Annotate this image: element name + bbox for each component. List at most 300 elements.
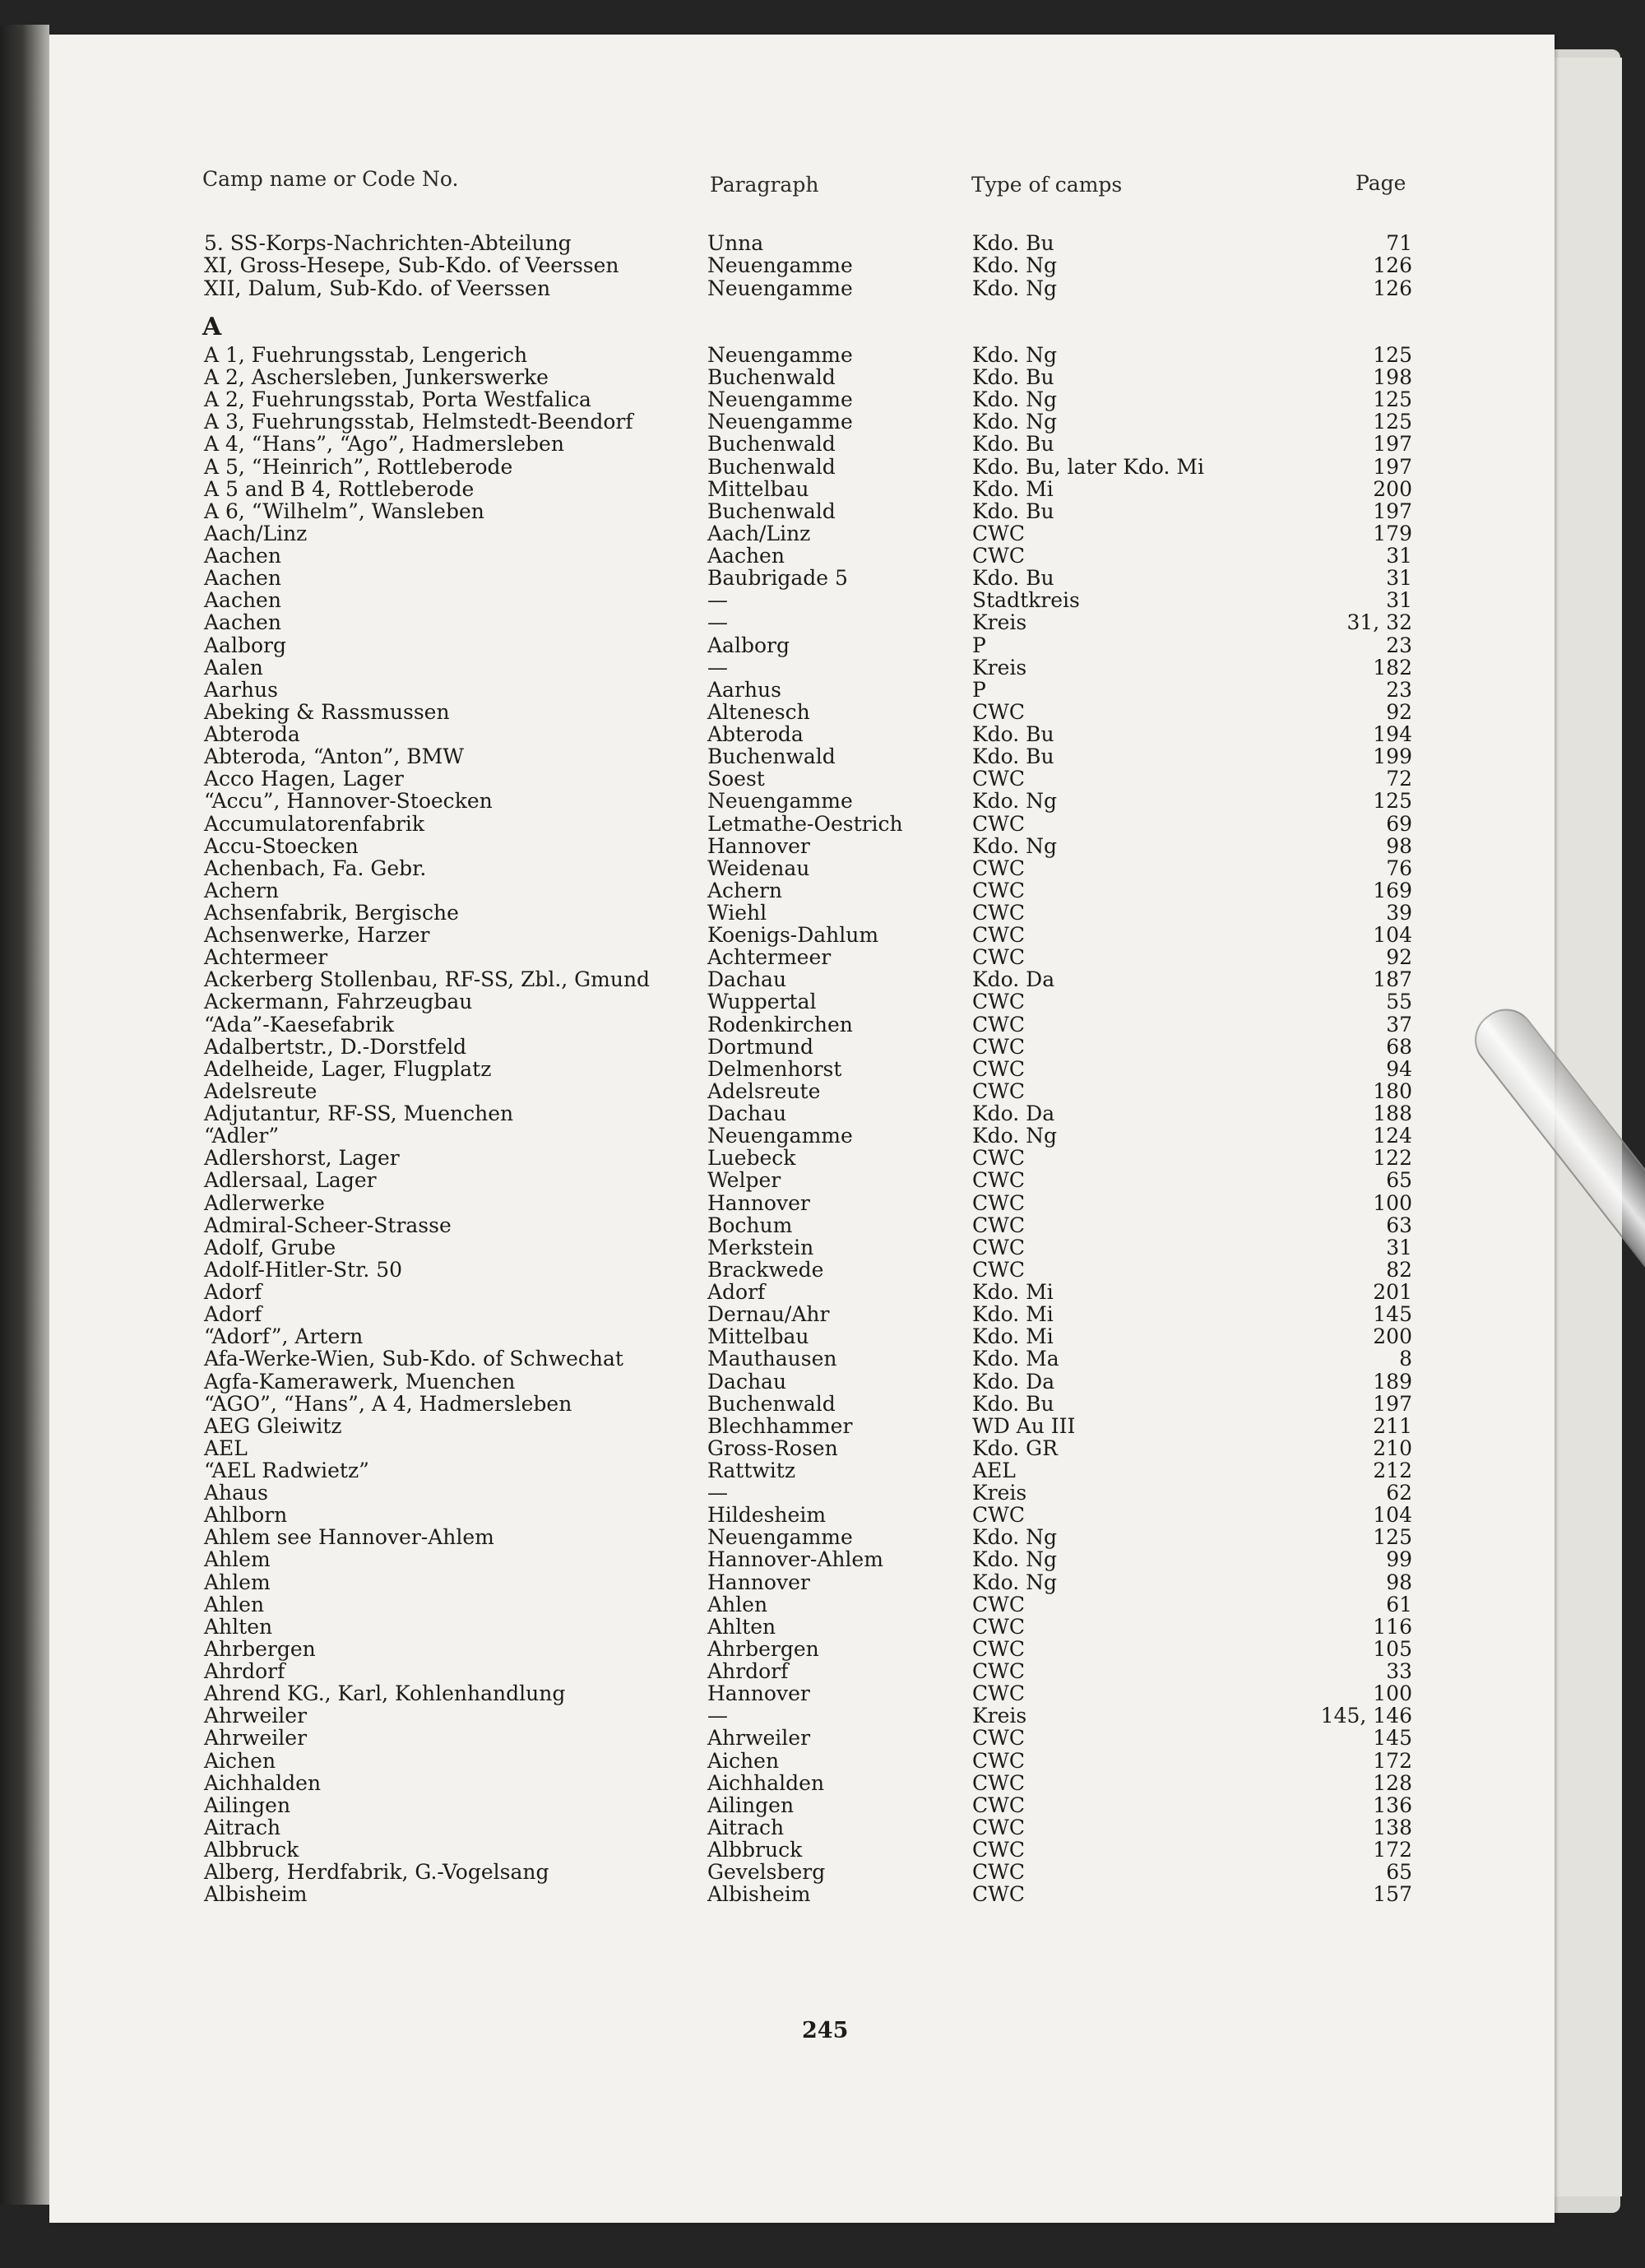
type-cell: CWC — [972, 1636, 1025, 1661]
camp-name-cell: “AEL Radwietz” — [204, 1459, 369, 1482]
type-cell: Kdo. Ng — [972, 276, 1058, 300]
page-cell: 72 — [1386, 767, 1412, 791]
type-cell: Kdo. Ng — [972, 253, 1058, 278]
paragraph-cell: Hildesheim — [707, 1503, 827, 1528]
page-cell: 200 — [1373, 1324, 1412, 1349]
camp-name-cell: A 5, “Heinrich”, Rottleberode — [204, 454, 513, 479]
camp-name-cell: Adolf, Grube — [204, 1235, 336, 1259]
paragraph-cell: Neuengamme — [707, 1124, 853, 1148]
page-cell: 211 — [1373, 1413, 1412, 1438]
camp-name-cell: Alberg, Herdfabrik, G.-Vogelsang — [204, 1860, 549, 1885]
page-cell: 189 — [1373, 1369, 1412, 1394]
paragraph-cell: Adorf — [707, 1280, 766, 1305]
paragraph-cell: Dernau/Ahr — [707, 1302, 830, 1327]
type-cell: CWC — [972, 1659, 1025, 1684]
type-cell: Kdo. Bu — [972, 499, 1054, 523]
paragraph-cell: Buchenwald — [707, 365, 836, 390]
paragraph-cell: Aarhus — [707, 677, 781, 702]
type-cell: Kdo. Ng — [972, 1525, 1058, 1550]
type-cell: Kreis — [972, 1704, 1027, 1728]
camp-name-cell: Adalbertstr., D.-Dorstfeld — [204, 1034, 467, 1059]
paragraph-cell: Rodenkirchen — [707, 1012, 853, 1037]
camp-name-cell: Abeking & Rassmussen — [204, 699, 450, 724]
type-cell: CWC — [972, 1235, 1025, 1259]
header-paragraph: Paragraph — [710, 173, 819, 197]
paragraph-cell: Buchenwald — [707, 454, 836, 479]
paragraph-cell: Hannover — [707, 833, 810, 858]
paragraph-cell: Adelsreute — [707, 1078, 821, 1103]
type-cell: Kdo. Ng — [972, 343, 1058, 367]
table-row — [0, 611, 1645, 636]
camp-name-cell: Achsenfabrik, Bergische — [204, 901, 459, 925]
type-cell: Kdo. Mi — [972, 1280, 1054, 1305]
type-cell: CWC — [972, 1190, 1025, 1215]
type-cell: CWC — [972, 521, 1025, 545]
paragraph-cell: — — [707, 1704, 728, 1728]
table-row — [0, 277, 1645, 302]
table-row — [0, 1548, 1645, 1573]
page-cell: 122 — [1373, 1146, 1412, 1171]
camp-name-cell: Ahaus — [204, 1481, 268, 1505]
camp-name-cell: “Ada”-Kaesefabrik — [204, 1012, 395, 1037]
type-cell: Kdo. Bu — [972, 744, 1054, 769]
type-cell: Stadtkreis — [972, 588, 1080, 613]
page-cell: 199 — [1373, 744, 1412, 769]
camp-name-cell: A 2, Aschersleben, Junkerswerke — [204, 365, 549, 390]
camp-name-cell: 5. SS-Korps-Nachrichten-Abteilung — [204, 231, 572, 255]
camp-name-cell: A 3, Fuehrungsstab, Helmstedt-Beendorf — [204, 410, 633, 434]
camp-name-cell: Adjutantur, RF-SS, Muenchen — [204, 1102, 514, 1126]
page-cell: 92 — [1386, 699, 1412, 724]
page-cell: 197 — [1373, 1391, 1412, 1416]
page-cell: 104 — [1373, 923, 1412, 948]
type-cell: CWC — [972, 1681, 1025, 1706]
paragraph-cell: Ahlten — [707, 1614, 776, 1639]
paragraph-cell: Ahrdorf — [707, 1659, 789, 1684]
camp-name-cell: Achtermeer — [204, 945, 328, 970]
paragraph-cell: Neuengamme — [707, 387, 853, 412]
paragraph-cell: Ailingen — [707, 1793, 795, 1817]
page-cell: 198 — [1373, 365, 1412, 390]
paragraph-cell: Dachau — [707, 1369, 787, 1394]
paragraph-cell: Unna — [707, 231, 764, 255]
page-cell: 105 — [1373, 1636, 1412, 1661]
type-cell: Kdo. Ng — [972, 789, 1058, 814]
paragraph-cell: — — [707, 1481, 728, 1505]
page-cell: 76 — [1386, 856, 1412, 880]
page-cell: 145 — [1373, 1302, 1412, 1327]
camp-name-cell: Aachen — [204, 566, 281, 591]
paragraph-cell: Dachau — [707, 967, 787, 992]
camp-name-cell: Ahrweiler — [204, 1726, 308, 1751]
type-cell: CWC — [972, 1882, 1025, 1907]
type-cell: Kdo. Da — [972, 1369, 1055, 1394]
camp-name-cell: Aitrach — [204, 1815, 281, 1839]
page-cell: 99 — [1386, 1547, 1412, 1572]
camp-name-cell: A 2, Fuehrungsstab, Porta Westfalica — [204, 387, 591, 412]
type-cell: Kdo. Ng — [972, 387, 1058, 412]
page-cell: 212 — [1373, 1459, 1412, 1482]
camp-name-cell: Adelheide, Lager, Flugplatz — [204, 1056, 492, 1081]
camp-name-cell: XI, Gross-Hesepe, Sub-Kdo. of Veerssen — [204, 253, 619, 278]
camp-name-cell: Accumulatorenfabrik — [204, 811, 425, 836]
page-cell: 55 — [1386, 990, 1412, 1014]
camp-name-cell: A 6, “Wilhelm”, Wansleben — [204, 499, 484, 523]
type-cell: Kdo. Mi — [972, 1302, 1054, 1327]
paragraph-cell: Mauthausen — [707, 1347, 837, 1371]
camp-name-cell: Aalborg — [204, 633, 286, 657]
page-cell: 98 — [1386, 833, 1412, 858]
paragraph-cell: Abteroda — [707, 722, 804, 747]
camp-name-cell: A 1, Fuehrungsstab, Lengerich — [204, 343, 528, 367]
paragraph-cell: Buchenwald — [707, 499, 836, 523]
camp-name-cell: Adolf-Hitler-Str. 50 — [204, 1257, 403, 1282]
type-cell: CWC — [972, 1146, 1025, 1171]
paragraph-cell: Aach/Linz — [707, 521, 811, 545]
type-cell: CWC — [972, 878, 1025, 902]
page-cell: 65 — [1386, 1860, 1412, 1885]
paragraph-cell: Aachen — [707, 544, 785, 568]
paragraph-cell: Welper — [707, 1168, 781, 1193]
page-cell: 188 — [1373, 1102, 1412, 1126]
page-cell: 172 — [1373, 1748, 1412, 1773]
type-cell: CWC — [972, 1168, 1025, 1193]
camp-name-cell: Aach/Linz — [204, 521, 308, 545]
page-cell: 126 — [1373, 253, 1412, 278]
camp-name-cell: Ahlem — [204, 1547, 271, 1572]
page-cell: 180 — [1373, 1078, 1412, 1103]
paragraph-cell: Gross-Rosen — [707, 1435, 838, 1460]
page-cell: 92 — [1386, 945, 1412, 970]
camp-name-cell: Albbruck — [204, 1838, 299, 1862]
type-cell: CWC — [972, 1056, 1025, 1081]
table-row — [0, 1883, 1645, 1908]
type-cell: CWC — [972, 1078, 1025, 1103]
camp-name-cell: “Accu”, Hannover-Stoecken — [204, 789, 493, 814]
camp-name-cell: Ahlborn — [204, 1503, 288, 1528]
camp-name-cell: Ahrend KG., Karl, Kohlenhandlung — [204, 1681, 566, 1706]
paragraph-cell: Aalborg — [707, 633, 790, 657]
paragraph-cell: Hannover — [707, 1570, 810, 1594]
camp-name-cell: AEG Gleiwitz — [204, 1413, 342, 1438]
paragraph-cell: Delmenhorst — [707, 1056, 842, 1081]
camp-name-cell: Aachen — [204, 588, 281, 613]
page-cell: 179 — [1373, 521, 1412, 545]
camp-name-cell: Accu-Stoecken — [204, 833, 359, 858]
camp-name-cell: Ahrbergen — [204, 1636, 316, 1661]
camp-name-cell: “Adler” — [204, 1124, 280, 1148]
page-cell: 125 — [1373, 410, 1412, 434]
page-cell: 136 — [1373, 1793, 1412, 1817]
table-row — [0, 433, 1645, 457]
header-type-of-camps: Type of camps — [971, 173, 1123, 197]
page-cell: 71 — [1386, 231, 1412, 255]
paragraph-cell: — — [707, 655, 728, 679]
page-cell: 169 — [1373, 878, 1412, 902]
page-cell: 194 — [1373, 722, 1412, 747]
paragraph-cell: Ahrbergen — [707, 1636, 819, 1661]
paragraph-cell: Mittelbau — [707, 1324, 809, 1349]
page-cell: 104 — [1373, 1503, 1412, 1528]
page-cell: 187 — [1373, 967, 1412, 992]
camp-name-cell: XII, Dalum, Sub-Kdo. of Veerssen — [204, 276, 551, 300]
type-cell: Kdo. Mi — [972, 476, 1054, 501]
table-row — [0, 1169, 1645, 1194]
camp-name-cell: Abteroda, “Anton”, BMW — [204, 744, 464, 769]
page-cell: 157 — [1373, 1882, 1412, 1907]
type-cell: Kdo. Ma — [972, 1347, 1059, 1371]
paragraph-cell: Weidenau — [707, 856, 810, 880]
type-cell: P — [972, 677, 986, 702]
camp-name-cell: Abteroda — [204, 722, 300, 747]
camp-name-cell: Achenbach, Fa. Gebr. — [204, 856, 427, 880]
camp-name-cell: Achsenwerke, Harzer — [204, 923, 430, 948]
paragraph-cell: — — [707, 610, 728, 635]
paragraph-cell: Luebeck — [707, 1146, 796, 1171]
page-cell: 23 — [1386, 677, 1412, 702]
page-cell: 125 — [1373, 1525, 1412, 1550]
paragraph-cell: Ahlen — [707, 1592, 768, 1616]
type-cell: CWC — [972, 1592, 1025, 1616]
page-cell: 8 — [1399, 1347, 1412, 1371]
paragraph-cell: Neuengamme — [707, 789, 853, 814]
paragraph-cell: Rattwitz — [707, 1459, 796, 1482]
page-cell: 31 — [1386, 566, 1412, 591]
page-cell: 69 — [1386, 811, 1412, 836]
type-cell: CWC — [972, 1815, 1025, 1839]
camp-name-cell: Afa-Werke-Wien, Sub-Kdo. of Schwechat — [204, 1347, 623, 1371]
page-cell: 126 — [1373, 276, 1412, 300]
paragraph-cell: Neuengamme — [707, 253, 853, 278]
camp-name-cell: AEL — [204, 1435, 248, 1460]
paragraph-cell: — — [707, 588, 728, 613]
type-cell: Kdo. GR — [972, 1435, 1058, 1460]
camp-name-cell: A 4, “Hans”, “Ago”, Hadmersleben — [204, 432, 564, 457]
camp-name-cell: “Adorf”, Artern — [204, 1324, 364, 1349]
paragraph-cell: Albisheim — [707, 1882, 811, 1907]
page-cell: 65 — [1386, 1168, 1412, 1193]
paragraph-cell: Letmathe-Oestrich — [707, 811, 903, 836]
type-cell: CWC — [972, 1213, 1025, 1237]
camp-name-cell: Ackermann, Fahrzeugbau — [204, 990, 473, 1014]
type-cell: CWC — [972, 1034, 1025, 1059]
type-cell: CWC — [972, 901, 1025, 925]
type-cell: CWC — [972, 1748, 1025, 1773]
paragraph-cell: Achern — [707, 878, 783, 902]
table-row — [0, 990, 1645, 1015]
paragraph-cell: Neuengamme — [707, 410, 853, 434]
page-cell: 31 — [1386, 588, 1412, 613]
page-number: 245 — [802, 2018, 849, 2043]
type-cell: Kreis — [972, 610, 1027, 635]
page-cell: 197 — [1373, 499, 1412, 523]
type-cell: Kdo. Mi — [972, 1324, 1054, 1349]
page-cell: 125 — [1373, 387, 1412, 412]
type-cell: Kdo. Bu — [972, 566, 1054, 591]
camp-name-cell: Adlershorst, Lager — [204, 1146, 400, 1171]
camp-name-cell: Ahlen — [204, 1592, 265, 1616]
type-cell: CWC — [972, 945, 1025, 970]
type-cell: Kdo. Bu, later Kdo. Mi — [972, 454, 1204, 479]
camp-name-cell: Ailingen — [204, 1793, 291, 1817]
camp-name-cell: Adorf — [204, 1280, 262, 1305]
type-cell: Kdo. Ng — [972, 1124, 1058, 1148]
paragraph-cell: Albbruck — [707, 1838, 803, 1862]
type-cell: Kdo. Bu — [972, 432, 1054, 457]
paragraph-cell: Wuppertal — [707, 990, 817, 1014]
camp-name-cell: Adorf — [204, 1302, 262, 1327]
paragraph-cell: Soest — [707, 767, 765, 791]
camp-name-cell: Ackerberg Stollenbau, RF-SS, Zbl., Gmund — [204, 967, 651, 992]
type-cell: Kdo. Ng — [972, 1570, 1058, 1594]
type-cell: AEL — [972, 1459, 1016, 1482]
table-row — [0, 790, 1645, 814]
type-cell: Kdo. Bu — [972, 1391, 1054, 1416]
paragraph-cell: Hannover — [707, 1681, 810, 1706]
type-cell: CWC — [972, 767, 1025, 791]
paragraph-cell: Wiehl — [707, 901, 767, 925]
type-cell: Kdo. Bu — [972, 365, 1054, 390]
table-row — [0, 1347, 1645, 1372]
page-cell: 125 — [1373, 789, 1412, 814]
page-cell: 201 — [1373, 1280, 1412, 1305]
type-cell: Kdo. Da — [972, 1102, 1055, 1126]
page-cell: 197 — [1373, 432, 1412, 457]
section-letter: A — [202, 313, 222, 341]
camp-name-cell: Albisheim — [204, 1882, 308, 1907]
page-cell: 63 — [1386, 1213, 1412, 1237]
camp-name-cell: “AGO”, “Hans”, A 4, Hadmersleben — [204, 1391, 572, 1416]
camp-name-cell: Achern — [204, 878, 280, 902]
page-cell: 197 — [1373, 454, 1412, 479]
type-cell: Kdo. Bu — [972, 231, 1054, 255]
page-cell: 62 — [1386, 1481, 1412, 1505]
page-cell: 200 — [1373, 476, 1412, 501]
paragraph-cell: Buchenwald — [707, 744, 836, 769]
paragraph-cell: Neuengamme — [707, 1525, 853, 1550]
type-cell: CWC — [972, 1257, 1025, 1282]
type-cell: CWC — [972, 856, 1025, 880]
page-cell: 82 — [1386, 1257, 1412, 1282]
type-cell: CWC — [972, 699, 1025, 724]
type-cell: Kreis — [972, 655, 1027, 679]
table-row — [0, 1727, 1645, 1751]
page-cell: 33 — [1386, 1659, 1412, 1684]
header-camp-name: Camp name or Code No. — [202, 167, 459, 191]
page-cell: 31, 32 — [1346, 610, 1412, 635]
type-cell: Kdo. Ng — [972, 410, 1058, 434]
paragraph-cell: Neuengamme — [707, 276, 853, 300]
type-cell: Kdo. Bu — [972, 722, 1054, 747]
paragraph-cell: Dachau — [707, 1102, 787, 1126]
paragraph-cell: Buchenwald — [707, 1391, 836, 1416]
page-cell: 124 — [1373, 1124, 1412, 1148]
type-cell: CWC — [972, 1614, 1025, 1639]
type-cell: CWC — [972, 1503, 1025, 1528]
page-cell: 128 — [1373, 1770, 1412, 1795]
paragraph-cell: Brackwede — [707, 1257, 824, 1282]
camp-name-cell: Acco Hagen, Lager — [204, 767, 404, 791]
type-cell: Kdo. Da — [972, 967, 1055, 992]
paragraph-cell: Hannover-Ahlem — [707, 1547, 883, 1572]
paragraph-cell: Bochum — [707, 1213, 793, 1237]
page-cell: 31 — [1386, 1235, 1412, 1259]
camp-name-cell: Ahlem — [204, 1570, 271, 1594]
type-cell: CWC — [972, 1726, 1025, 1751]
page-cell: 68 — [1386, 1034, 1412, 1059]
camp-name-cell: Aalen — [204, 655, 263, 679]
camp-name-cell: Ahlten — [204, 1614, 273, 1639]
paragraph-cell: Mittelbau — [707, 476, 809, 501]
page-cell: 23 — [1386, 633, 1412, 657]
type-cell: CWC — [972, 811, 1025, 836]
type-cell: P — [972, 633, 986, 657]
type-cell: CWC — [972, 990, 1025, 1014]
camp-name-cell: Aichen — [204, 1748, 276, 1773]
camp-name-cell: A 5 and B 4, Rottleberode — [204, 476, 475, 501]
camp-name-cell: Admiral-Scheer-Strasse — [204, 1213, 452, 1237]
type-cell: CWC — [972, 1838, 1025, 1862]
paragraph-cell: Altenesch — [707, 699, 810, 724]
type-cell: Kdo. Ng — [972, 1547, 1058, 1572]
camp-name-cell: Adelsreute — [204, 1078, 317, 1103]
page-cell: 182 — [1373, 655, 1412, 679]
camp-name-cell: Ahrweiler — [204, 1704, 308, 1728]
paragraph-cell: Aichen — [707, 1748, 780, 1773]
type-cell: CWC — [972, 1793, 1025, 1817]
page-cell: 61 — [1386, 1592, 1412, 1616]
table-row — [0, 254, 1645, 279]
paragraph-cell: Gevelsberg — [707, 1860, 826, 1885]
paragraph-cell: Ahrweiler — [707, 1726, 811, 1751]
page-cell: 100 — [1373, 1681, 1412, 1706]
paragraph-cell: Baubrigade 5 — [707, 566, 848, 591]
page-cell: 172 — [1373, 1838, 1412, 1862]
paragraph-cell: Koenigs-Dahlum — [707, 923, 879, 948]
page-cell: 145, 146 — [1320, 1704, 1412, 1728]
paragraph-cell: Aichhalden — [707, 1770, 825, 1795]
camp-name-cell: Adlerwerke — [204, 1190, 325, 1215]
paragraph-cell: Achtermeer — [707, 945, 832, 970]
camp-name-cell: Ahrdorf — [204, 1659, 285, 1684]
page-cell: 37 — [1386, 1012, 1412, 1037]
paragraph-cell: Hannover — [707, 1190, 810, 1215]
camp-name-cell: Ahlem see Hannover-Ahlem — [204, 1525, 494, 1550]
page-cell: 138 — [1373, 1815, 1412, 1839]
paragraph-cell: Blechhammer — [707, 1413, 853, 1438]
paragraph-cell: Neuengamme — [707, 343, 853, 367]
paragraph-cell: Dortmund — [707, 1034, 814, 1059]
page-cell: 100 — [1373, 1190, 1412, 1215]
type-cell: CWC — [972, 923, 1025, 948]
page-cell: 31 — [1386, 544, 1412, 568]
type-cell: Kdo. Ng — [972, 833, 1058, 858]
paragraph-cell: Merkstein — [707, 1235, 814, 1259]
type-cell: Kreis — [972, 1481, 1027, 1505]
page-cell: 94 — [1386, 1056, 1412, 1081]
paragraph-cell: Aitrach — [707, 1815, 785, 1839]
header-page: Page — [1355, 171, 1406, 195]
camp-name-cell: Aarhus — [204, 677, 278, 702]
page-cell: 125 — [1373, 343, 1412, 367]
type-cell: CWC — [972, 1860, 1025, 1885]
page-cell: 98 — [1386, 1570, 1412, 1594]
page-cell: 116 — [1373, 1614, 1412, 1639]
type-cell: CWC — [972, 544, 1025, 568]
camp-name-cell: Aachen — [204, 610, 281, 635]
camp-name-cell: Agfa-Kamerawerk, Muenchen — [204, 1369, 516, 1394]
page-cell: 39 — [1386, 901, 1412, 925]
